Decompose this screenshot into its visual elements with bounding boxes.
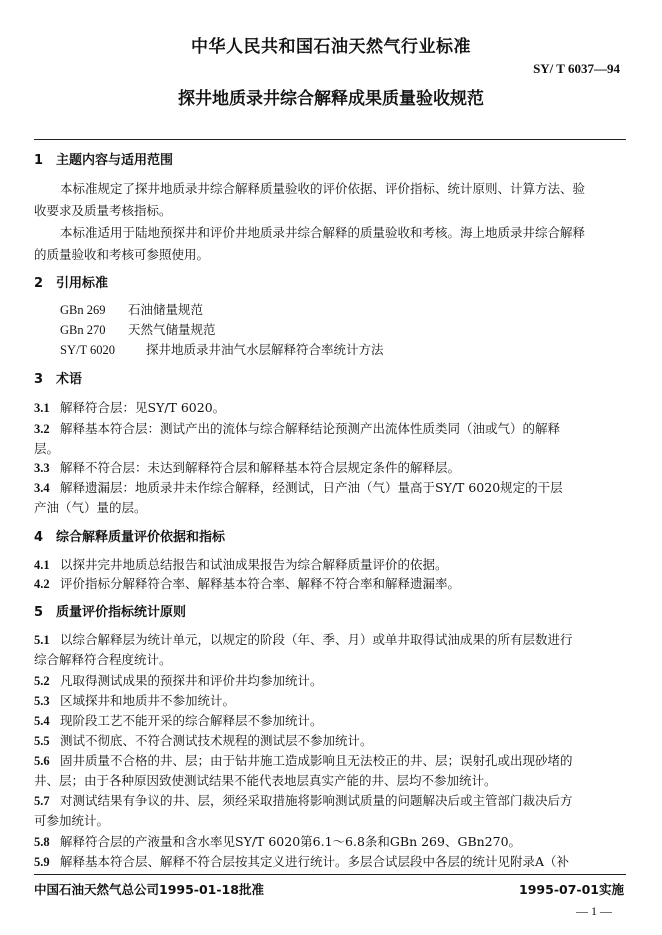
clause-text: 凡取得测试成果的预探井和评价井均参加统计。 <box>60 673 323 688</box>
reference-item <box>60 342 384 358</box>
clause <box>34 854 569 870</box>
standard-code: SY/ T 6037—94 <box>533 61 620 76</box>
clause-text: 解释不符合层：未达到解释符合层和解释基本符合层规定条件的解释层。 <box>60 460 461 475</box>
page-number: — 1 — <box>576 904 612 918</box>
reference-code: SY/T 6020 <box>60 343 115 357</box>
clause <box>34 713 323 729</box>
clause-number: 5.5 <box>34 734 50 748</box>
clause-number: 4.2 <box>34 577 50 591</box>
clause-text: 评价指标分解释符合率、解释基本符合率、解释不符合率和解释遗漏率。 <box>60 576 461 591</box>
clause-number: 4.1 <box>34 558 50 572</box>
reference-item <box>60 302 203 318</box>
clause-number: 5.6 <box>34 754 50 768</box>
clause-text: 以探井完井地质总结报告和试油成果报告为综合解释质量评价的依据。 <box>60 557 448 572</box>
clause-number: 3.4 <box>34 481 50 495</box>
clause-text: 解释符合层：见SY/T 6020。 <box>60 400 226 415</box>
clause-text: 以综合解释层为统计单元，以规定的阶段（年、季、月）或单井取得试油成果的所有层数进行 <box>60 632 573 647</box>
clause-text: 固井质量不合格的井、层；由于钻井施工造成影响且无法校正的井、层；误射孔或出现砂堵的 <box>60 753 573 768</box>
clause <box>34 632 573 648</box>
clause-text: 解释基本符合层：测试产出的流体与综合解释结论预测产出流体性质类同（油或气）的解释 <box>60 421 561 436</box>
paragraph-line: 收要求及质量考核指标。 <box>34 203 172 218</box>
section-title: 术语 <box>56 372 83 387</box>
clause <box>34 480 563 496</box>
issuing-organization: 中华人民共和国石油天然气行业标准 <box>191 37 471 57</box>
header-rule <box>34 139 626 140</box>
clause <box>34 576 460 592</box>
reference-code: GBn 270 <box>60 323 106 337</box>
paragraph-line: 的质量验收和考核可参照使用。 <box>34 247 210 262</box>
clause <box>34 673 323 689</box>
clause <box>34 400 225 416</box>
clause-text: 解释遗漏层：地质录井未作综合解释，经测试，日产油（气）量高于SY/T 6020规定的干层 <box>60 480 563 495</box>
section-number: 2 <box>34 276 44 291</box>
footer-rule <box>34 874 626 875</box>
clause-number: 5.7 <box>34 794 50 808</box>
reference-item <box>60 322 216 338</box>
implementation-date: 1995-07-01实施 <box>519 882 624 897</box>
section-4-heading <box>34 530 225 546</box>
clause-text: 解释符合层的产液量和含水率见SY/T 6020第6.1～6.8条和GBn 269、GBn270。 <box>60 834 522 849</box>
clause-text: 测试不彻底、不符合测试技术规程的测试层不参加统计。 <box>60 733 373 748</box>
clause <box>34 834 521 850</box>
clause <box>34 460 460 476</box>
clause <box>34 557 448 573</box>
section-number: 3 <box>34 372 44 387</box>
clause-number: 5.8 <box>34 835 50 849</box>
clause <box>34 793 573 809</box>
clause <box>34 733 373 749</box>
section-1-heading <box>34 153 173 169</box>
clause-text: 解释基本符合层、解释不符合层按其定义进行统计。多层合试层段中各层的统计见附录A（补 <box>60 854 570 869</box>
clause-number: 5.9 <box>34 855 50 869</box>
clause-number: 5.1 <box>34 633 50 647</box>
clause-number: 5.3 <box>34 694 50 708</box>
clause-continuation: 综合解释符合程度统计。 <box>34 652 172 667</box>
clause-number: 3.2 <box>34 422 50 436</box>
clause-text: 对测试结果有争议的井、层，须经采取措施将影响测试质量的问题解决后或主管部门裁决后方 <box>60 793 573 808</box>
document-title: 探井地质录井综合解释成果质量验收规范 <box>178 89 484 109</box>
reference-name: 天然气储量规范 <box>128 322 216 337</box>
section-title: 引用标准 <box>56 276 109 291</box>
paragraph-line: 本标准规定了探井地质录井综合解释质量验收的评价依据、评价指标、统计原则、计算方法、验 <box>60 181 586 196</box>
section-number: 1 <box>34 153 44 168</box>
clause <box>34 421 560 437</box>
clause-number: 5.4 <box>34 714 50 728</box>
section-title: 综合解释质量评价依据和指标 <box>56 530 226 545</box>
reference-name: 探井地质录井油气水层解释符合率统计方法 <box>146 342 384 357</box>
approval-line: 中国石油天然气总公司1995-01-18批准 <box>34 882 264 897</box>
clause-number: 3.3 <box>34 461 50 475</box>
clause-text: 区域探井和地质井不参加统计。 <box>60 693 236 708</box>
clause-continuation: 产油（气）量的层。 <box>34 500 147 515</box>
clause-text: 现阶段工艺不能开采的综合解释层不参加统计。 <box>60 713 323 728</box>
section-5-heading <box>34 605 186 621</box>
reference-code: GBn 269 <box>60 303 106 317</box>
section-title: 主题内容与适用范围 <box>56 153 174 168</box>
clause-continuation: 井、层；由于各种原因致使测试结果不能代表地层真实产能的井、层均不参加统计。 <box>34 773 497 788</box>
clause-continuation: 层。 <box>34 441 60 456</box>
section-title: 质量评价指标统计原则 <box>56 605 187 620</box>
paragraph-line: 本标准适用于陆地预探井和评价井地质录井综合解释的质量验收和考核。海上地质录井综合解释 <box>60 225 586 240</box>
clause-number: 3.1 <box>34 401 50 415</box>
section-number: 4 <box>34 530 44 545</box>
clause-continuation: 可参加统计。 <box>34 813 110 828</box>
section-3-heading <box>34 372 82 388</box>
section-2-heading <box>34 276 108 292</box>
clause-number: 5.2 <box>34 674 50 688</box>
reference-name: 石油储量规范 <box>128 302 204 317</box>
clause <box>34 753 573 769</box>
clause <box>34 693 235 709</box>
section-number: 5 <box>34 605 44 620</box>
